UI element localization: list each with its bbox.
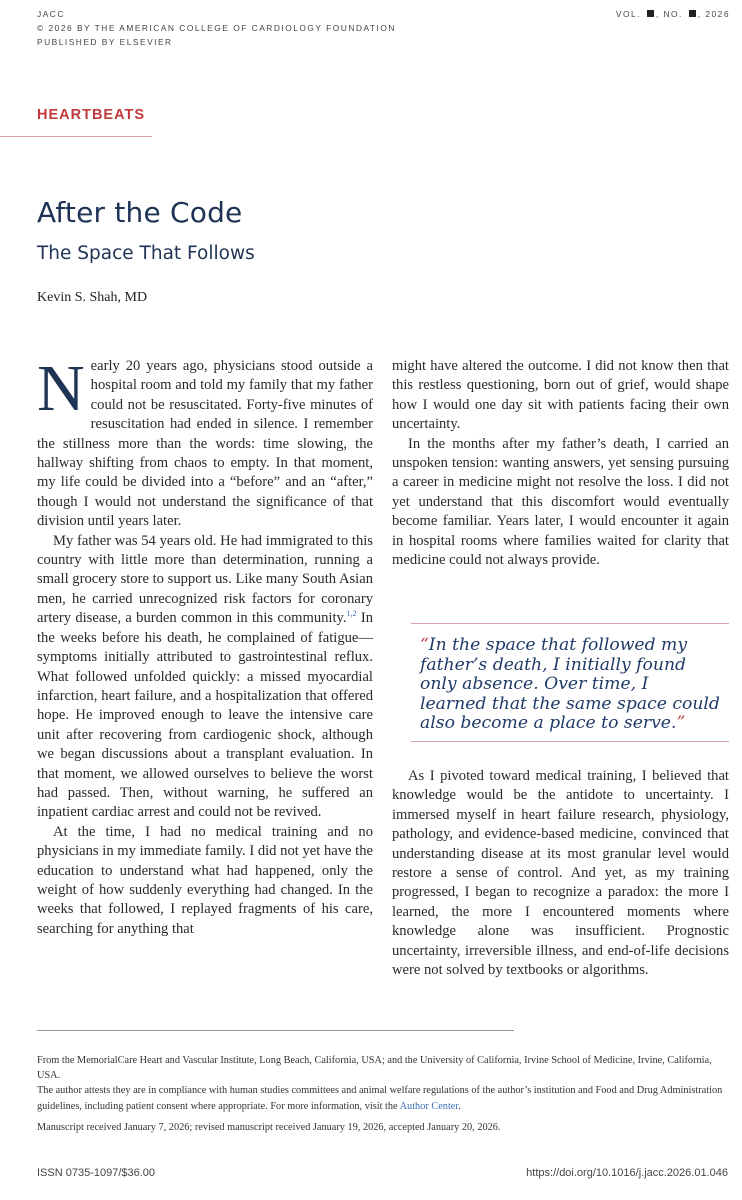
paragraph-3: At the time, I had no medical training and no physicians in my immediate family. I did not yet have the education to understand what had happened, only the weight of how suddenly everything had changed. In the weeks that followed, I replayed fragments of his care, searching for anything that [37, 823, 373, 937]
doi-link[interactable]: https://doi.org/10.1016/j.jacc.2026.01.046 [526, 1167, 728, 1179]
publisher-line: PUBLISHED BY ELSEVIER [37, 37, 173, 47]
vol-label: VOL. [615, 9, 641, 19]
copyright-line: © 2026 BY THE AMERICAN COLLEGE OF CARDIOLOGY FOUNDATION [37, 23, 396, 33]
section-rule [0, 136, 152, 137]
paragraph-1 [37, 352, 373, 532]
pull-quote-rule-top [411, 623, 729, 624]
affiliation-note: From the MemorialCare Heart and Vascular Institute, Long Beach, California, USA; and the University of California, Irvine School of Medicine, Irvine, California, USA. [37, 1055, 712, 1082]
redacted-square-icon [689, 10, 696, 17]
pull-quote-text: In the space that followed my father’s death, I initially found only absence. Over time, I learned that the same space could also become a place to serve. [420, 635, 720, 734]
right-column-continued [392, 767, 729, 980]
journal-name: JACC [37, 9, 65, 19]
attestation-text: The author attests they are in compliance with human studies committees and animal welfare regulations of the author’s institution and Food and Drug Administration guidelines, including patient consent where appropriate. For more information, visit the [37, 1085, 723, 1112]
no-label: NO. [663, 9, 683, 19]
article-subtitle: The Space That Follows [37, 243, 255, 264]
footnotes [37, 1053, 729, 1135]
author-name: Kevin S. Shah, MD [37, 290, 148, 305]
attestation-note: The author attests they are in compliance with human studies committees and animal welfare regulations of the author’s institution and Food and Drug Administration guidelines, including patient consent where appropriate. For more information, visit the Author Center. [37, 1085, 723, 1112]
paragraph-2 [37, 532, 373, 823]
running-header [37, 7, 396, 49]
drop-cap: N [37, 352, 85, 425]
issn-price: ISSN 0735-1097/$36.00 [37, 1167, 156, 1179]
manuscript-dates: Manuscript received January 7, 2026; revised manuscript received January 19, 2026, accepted January 20, 2026. [37, 1121, 501, 1133]
pull-quote [420, 636, 720, 734]
author-center-link[interactable]: Author Center [399, 1100, 459, 1112]
reference-citation[interactable]: 1,2 [346, 609, 357, 619]
paragraph-2-text-a: My father was 54 years old. He had immigrated to this country with little more than determination, running a small grocery store to support us. Like many South Asian men, he carried unrecognized risk factors for coronary artery disease, a burden common in this community. [37, 532, 373, 627]
right-column [392, 357, 729, 570]
year: 2026 [705, 9, 730, 19]
paragraph-2-text-b: In the weeks before his death, he complained of fatigue—symptoms initially attributed to gastrointestinal reflux. What followed unfolded quickly: a missed myocardial infarction, heart failure, and a hospitalization that offered hope. He improved enough to leave the intensive care unit after recovering from cardiogenic shock, although we began discussions about a transplant evaluation. In that moment, we allowed ourselves to believe the worst had passed. Then, without warning, he suffered an inpatient cardiac arrest and could not be revived. [37, 610, 373, 821]
section-label: HEARTBEATS [37, 107, 146, 123]
paragraph-5: In the months after my father’s death, I carried an unspoken tension: wanting answers, yet sensing pursuing a career in medicine might not resolve the loss. I did not yet understand that this discomfort would eventually become familiar. Years later, I would encounter it again in hospital rooms where families waited for clarity that medicine could not always provide. [392, 435, 729, 569]
footnote-rule [37, 1030, 514, 1031]
article-title: After the Code [37, 196, 243, 229]
volume-info: VOL. , NO. , 2026 [615, 9, 730, 19]
paragraph-1-text: early 20 years ago, physicians stood outside a hospital room and told my family that my father could not be resuscitated. Forty-five minutes of resuscitation had ended in silence. I remember the stillness more than the words: time slowing, the hallway shifting from chaos to empty. In that moment, my life could be divided into a “before” and an “after,” though I would not understand the significance of that division until years later. [37, 358, 373, 530]
redacted-square-icon [647, 10, 654, 17]
left-column [37, 352, 373, 939]
paragraph-4: might have altered the outcome. I did not know then that this restless questioning, born out of grief, would shape how I would one day sit with patients facing their own uncertainty. [392, 358, 729, 433]
close-quote-mark: ” [676, 713, 686, 734]
paragraph-6: As I pivoted toward medical training, I believed that knowledge would be the antidote to uncertainty. I immersed myself in heart failure research, physiology, pathology, and evidence-based medicine, convinced that understanding disease at its most granular level would restore a sense of control. And yet, as my training progressed, I began to recognize a paradox: the more I learned, the more I encountered moments where knowledge alone was insufficient. Prognostic uncertainty, irreversible illness, and end-of-life decisions were not solved by textbooks or algorithms. [392, 768, 729, 979]
open-quote-mark: “ [420, 635, 429, 655]
pull-quote-rule-bottom [411, 741, 729, 742]
